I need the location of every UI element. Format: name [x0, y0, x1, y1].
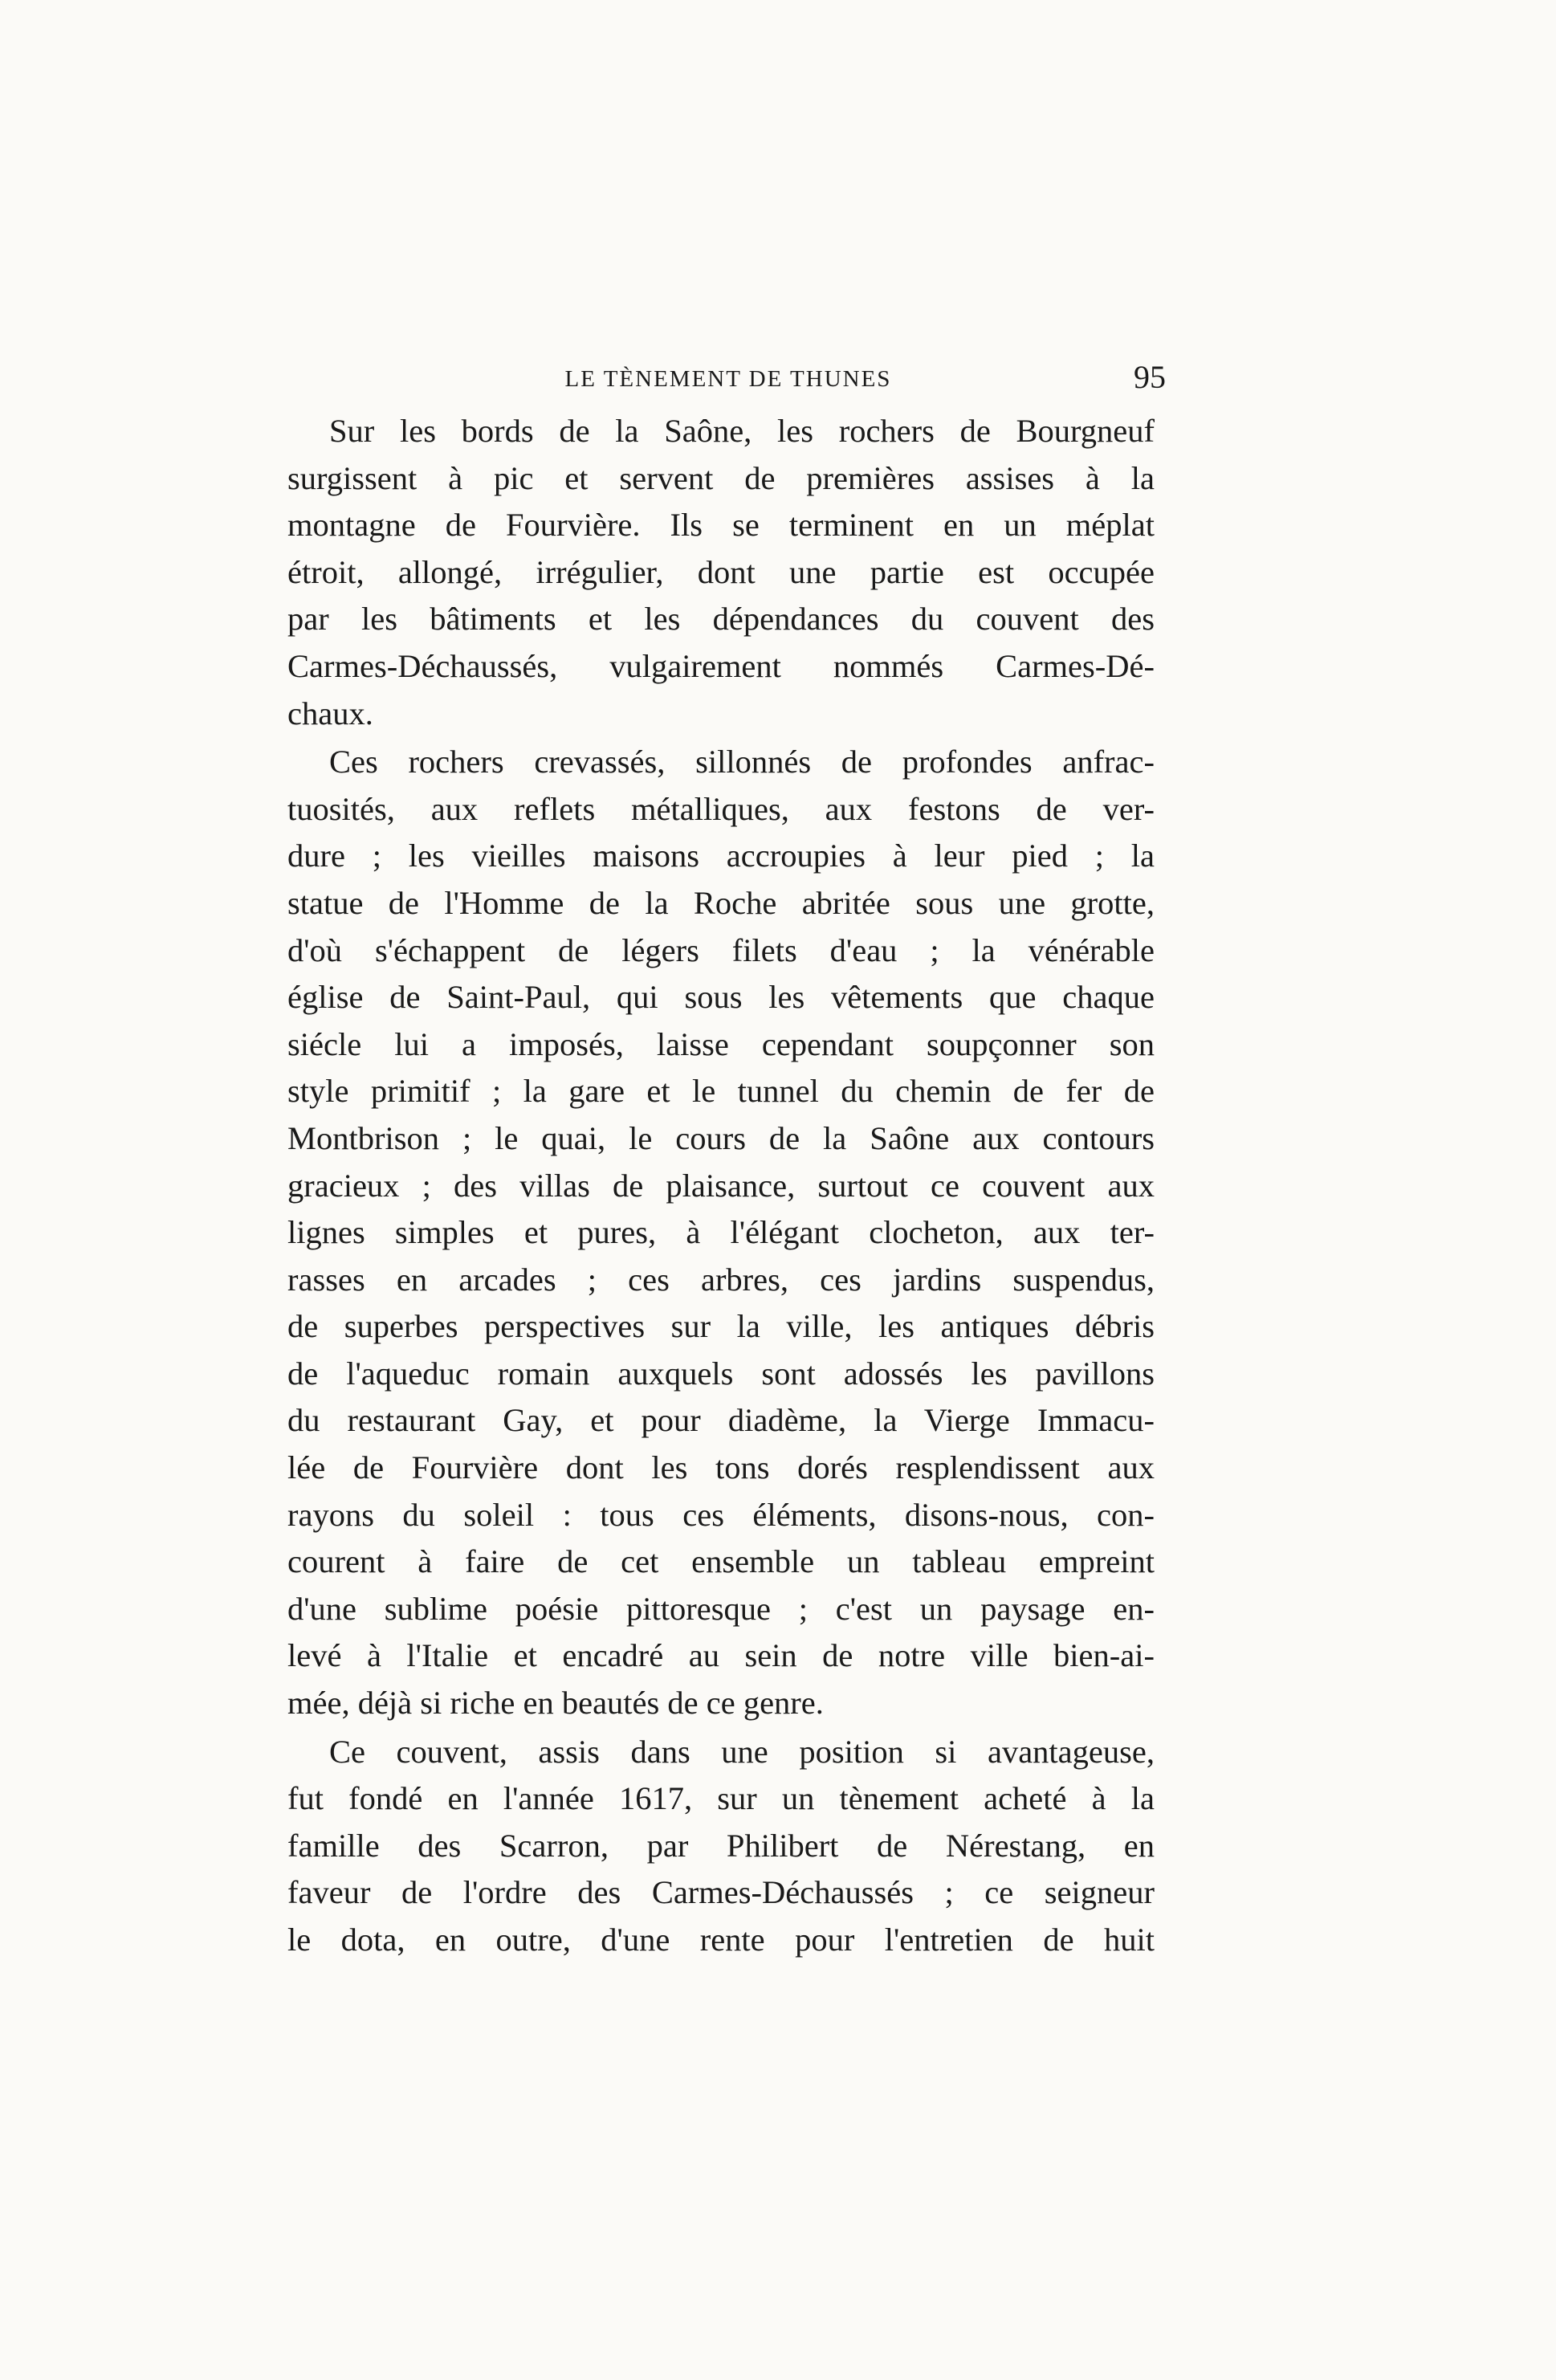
text-line: Carmes-Déchaussés, vulgairement nommés Carmes-Dé- [287, 647, 1155, 684]
text-line: du restaurant Gay, et pour diadème, la Vierge Immacu- [287, 1402, 1155, 1439]
running-head [291, 358, 1166, 398]
text-line: chaux. [287, 695, 373, 732]
text-line: Ces rochers crevassés, sillonnés de profondes anfrac- [329, 744, 1155, 780]
text-line: faveur de l'ordre des Carmes-Déchaussés ; ce seigneur [287, 1874, 1155, 1911]
text-line: levé à l'Italie et encadré au sein de notre ville bien-ai- [287, 1637, 1155, 1674]
paragraph-1 [287, 408, 1155, 737]
text-line: rasses en arcades ; ces arbres, ces jardins suspendus, [287, 1261, 1155, 1298]
text-line: d'une sublime poésie pittoresque ; c'est un paysage en- [287, 1590, 1155, 1627]
text-line: mée, déjà si riche en beautés de ce genre. [287, 1685, 824, 1722]
text-line: rayons du soleil : tous ces éléments, disons-nous, con- [287, 1496, 1155, 1533]
text-line: tuosités, aux reflets métalliques, aux festons de ver- [287, 790, 1155, 827]
text-line: dure ; les vieilles maisons accroupies à leur pied ; la [287, 837, 1155, 874]
text-line: courent à faire de cet ensemble un tableau empreint [287, 1543, 1155, 1580]
body-text [287, 408, 1155, 1964]
text-line: style primitif ; la gare et le tunnel du chemin de fer de [287, 1073, 1155, 1110]
text-line: Sur les bords de la Saône, les rochers de Bourgneuf [329, 413, 1155, 449]
text-line: le dota, en outre, d'une rente pour l'entretien de huit [287, 1922, 1155, 1958]
text-line: lignes simples et pures, à l'élégant clocheton, aux ter- [287, 1214, 1155, 1251]
text-line: Montbrison ; le quai, le cours de la Saône aux contours [287, 1119, 1155, 1156]
paragraph-2 [287, 739, 1155, 1726]
text-line: de superbes perspectives sur la ville, les antiques débris [287, 1308, 1155, 1345]
text-line: de l'aqueduc romain auxquels sont adossés les pavillons [287, 1355, 1155, 1392]
running-title: LE TÈNEMENT DE THUNES [564, 366, 892, 392]
text-line: étroit, allongé, irrégulier, dont une partie est occupée [287, 553, 1155, 590]
text-line: lée de Fourvière dont les tons dorés resplendissent aux [287, 1449, 1155, 1486]
text-line: Ce couvent, assis dans une position si avantageuse, [329, 1733, 1155, 1770]
text-line: statue de l'Homme de la Roche abritée sous une grotte, [287, 884, 1155, 921]
text-line: par les bâtiments et les dépendances du couvent des [287, 601, 1155, 638]
text-line: surgissent à pic et servent de premières assises à la [287, 459, 1155, 496]
text-line: fut fondé en l'année 1617, sur un tènement acheté à la [287, 1780, 1155, 1817]
paragraph-3 [287, 1729, 1155, 1964]
text-line: montagne de Fourvière. Ils se terminent en un méplat [287, 507, 1155, 544]
text-line: d'où s'échappent de légers filets d'eau ; la vénérable [287, 931, 1155, 968]
text-line: siécle lui a imposés, laisse cependant soupçonner son [287, 1025, 1155, 1062]
page-number: 95 [1134, 359, 1166, 395]
text-line: gracieux ; des villas de plaisance, surtout ce couvent aux [287, 1167, 1155, 1204]
text-line: famille des Scarron, par Philibert de Nérestang, en [287, 1827, 1155, 1864]
text-line: église de Saint-Paul, qui sous les vêtements que chaque [287, 979, 1155, 1016]
